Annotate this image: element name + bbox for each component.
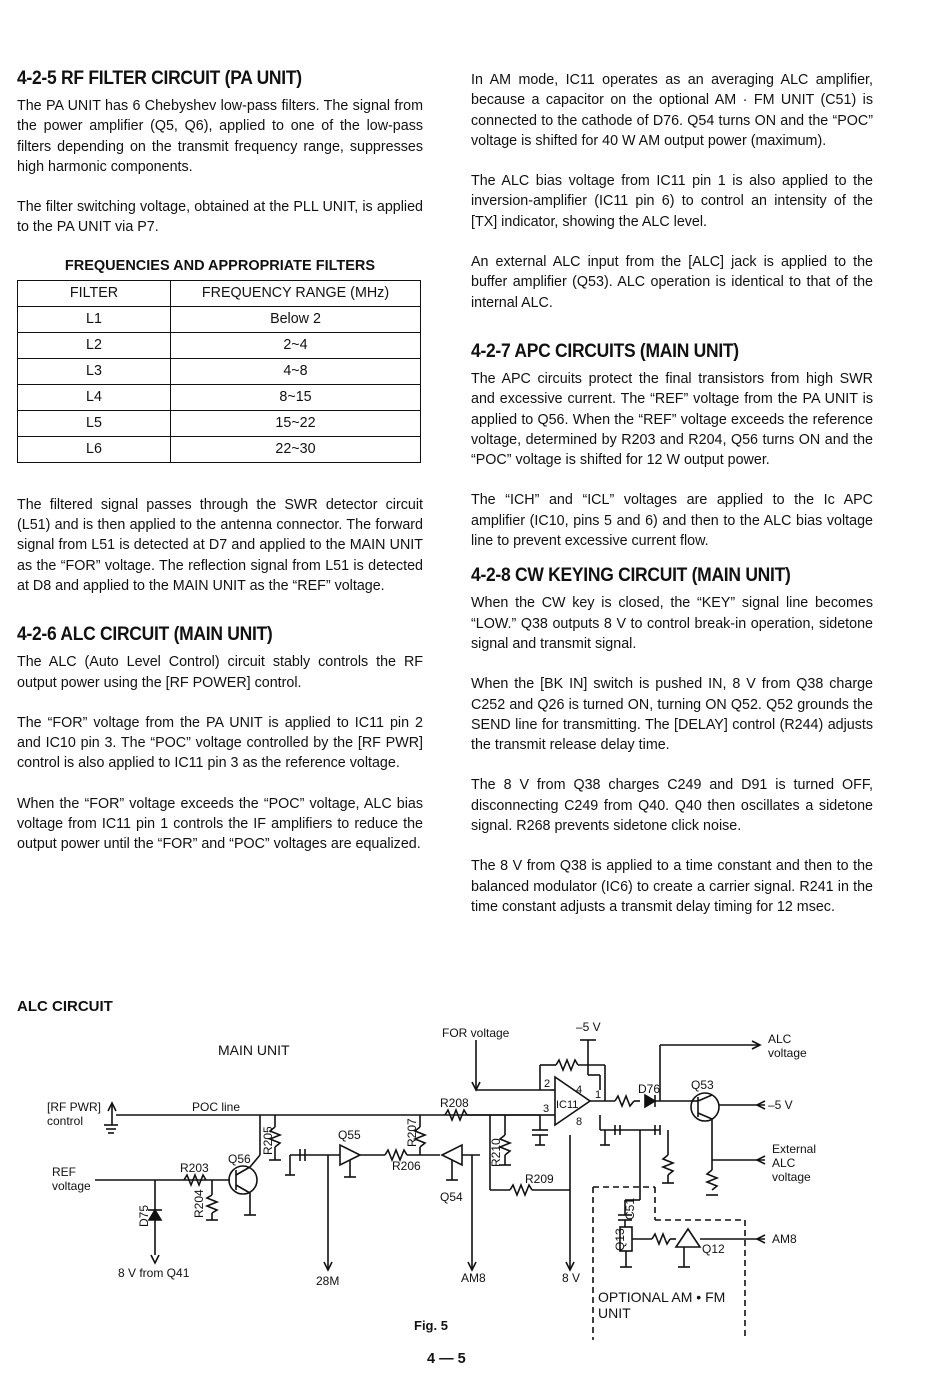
paragraph: The filter switching voltage, obtained at the PLL UNIT, is applied to the PA UNIT via P7. bbox=[17, 199, 423, 236]
page-number: 4 — 5 bbox=[427, 1351, 466, 1367]
label-optional: OPTIONAL AM • FM bbox=[598, 1289, 726, 1305]
table-header-cell: FREQUENCY RANGE (MHz) bbox=[171, 280, 421, 306]
table-row bbox=[18, 410, 421, 436]
right-column bbox=[471, 70, 873, 917]
left-column bbox=[17, 68, 423, 855]
label-neg5v-right: –5 V bbox=[768, 1098, 793, 1112]
table-row bbox=[18, 306, 421, 332]
label-alc: ALC bbox=[768, 1032, 792, 1046]
label-from-q41: 8 V from Q41 bbox=[118, 1266, 190, 1280]
label-r205: R205 bbox=[261, 1126, 275, 1155]
label-d76: D76 bbox=[638, 1082, 661, 1096]
label-q55: Q55 bbox=[338, 1128, 361, 1142]
section-heading-4-2-8: 4-2-8 CW KEYING CIRCUIT (MAIN UNIT) bbox=[471, 565, 791, 587]
label-ext-alc: ALC bbox=[772, 1156, 796, 1170]
filters-table bbox=[17, 280, 421, 463]
label-r209: R209 bbox=[525, 1172, 554, 1186]
table-cell: L4 bbox=[18, 384, 171, 410]
label-ext-voltage: voltage bbox=[772, 1170, 811, 1184]
paragraph: The filtered signal passes through the SWR detector circuit (L51) and is then applied to the antenna connector. The forward signal from L51 is detected at D7 and applied to the MAIN UNIT as the “FOR” voltage. The reflection signal from L51 is detected at D8 and applied to the MAIN UNIT as the “REF” voltage. bbox=[17, 496, 423, 594]
figure-number: Fig. 5 bbox=[414, 1318, 448, 1333]
paragraph: An external ALC input from the [ALC] jack is applied to the buffer amplifier (Q53). ALC operation is identical to that of the internal ALC. bbox=[471, 254, 873, 311]
table-row bbox=[18, 332, 421, 358]
label-neg5v-top: –5 V bbox=[576, 1020, 601, 1034]
label-r207: R207 bbox=[405, 1118, 419, 1147]
label-pin3: 3 bbox=[543, 1103, 550, 1115]
label-q56: Q56 bbox=[228, 1152, 251, 1166]
paragraph: The ALC (Auto Level Control) circuit stably controls the RF output power using the [RF POWER] control. bbox=[17, 654, 423, 691]
table-row bbox=[18, 384, 421, 410]
paragraph: The 8 V from Q38 charges C249 and D91 is turned OFF, disconnecting C249 from Q40. Q40 then oscillates a sidetone signal. R268 prevents sidetone click noise. bbox=[471, 777, 873, 835]
paragraph: The PA UNIT has 6 Chebyshev low-pass filters. The signal from the power amplifier (Q5, Q6), applied to one of the low-pass filters depending on the transmit frequency range, suppresses high harmonic components. bbox=[17, 98, 423, 175]
label-q54: Q54 bbox=[440, 1190, 463, 1204]
paragraph: The 8 V from Q38 is applied to a time constant and then to the balanced modulator (IC6) to create a carrier signal. R241 in the time constant adjusts a transmit delay timing for 12 msec. bbox=[471, 858, 873, 915]
label-am8-bottom: AM8 bbox=[461, 1271, 486, 1285]
label-r208: R208 bbox=[440, 1096, 469, 1110]
label-external: External bbox=[772, 1142, 817, 1156]
figure-caption: ALC CIRCUIT bbox=[17, 998, 113, 1015]
table-title: FREQUENCIES AND APPROPRIATE FILTERS bbox=[64, 257, 376, 274]
label-28m: 28M bbox=[316, 1274, 340, 1288]
label-poc-line: POC line bbox=[192, 1100, 241, 1114]
label-8v: 8 V bbox=[562, 1271, 581, 1285]
section-heading-4-2-5: 4-2-5 RF FILTER CIRCUIT (PA UNIT) bbox=[17, 68, 302, 89]
table-cell: L2 bbox=[18, 332, 171, 358]
label-r206: R206 bbox=[392, 1159, 421, 1173]
table-header-row bbox=[18, 280, 421, 306]
label-q53: Q53 bbox=[691, 1078, 714, 1092]
label-ic11: IC11 bbox=[556, 1099, 579, 1111]
paragraph: The “FOR” voltage from the PA UNIT is applied to IC11 pin 2 and IC10 pin 3. The “POC” voltage controlled by the [RF PWR] control is also applied to IC11 pin 3 as the reference voltage. bbox=[17, 714, 423, 772]
paragraph: The “ICH” and “ICL” voltages are applied to the Ic APC amplifier (IC10, pins 5 and 6) and then to the ALC bias voltage line to prevent excessive current flow. bbox=[471, 492, 873, 550]
table-cell: L5 bbox=[18, 410, 171, 436]
label-ref: REF bbox=[52, 1165, 76, 1179]
paragraph: When the “FOR” voltage exceeds the “POC” voltage, ALC bias voltage from IC11 pin 1 controls the IF amplifiers to reduce the output power until the “FOR” and “POC” voltages are equalized. bbox=[17, 795, 423, 853]
table-cell: 22~30 bbox=[171, 436, 421, 462]
label-control: control bbox=[47, 1114, 84, 1128]
table-cell: 8~15 bbox=[171, 384, 421, 410]
paragraph: When the CW key is closed, the “KEY” signal line becomes “LOW.” Q38 outputs 8 V to control break-in operation, sidetone signal and transmit signal. bbox=[471, 595, 873, 652]
table-header-cell: FILTER bbox=[18, 280, 171, 306]
paragraph: In AM mode, IC11 operates as an averaging ALC amplifier, because a capacitor on the optional AM · FM UNIT (C51) is connected to the cathode of D76. Q54 turns ON and the “POC” voltage is shifted for 40 W AM output power (maximum). bbox=[471, 72, 873, 149]
label-ref-voltage: voltage bbox=[52, 1179, 91, 1193]
table-row bbox=[18, 358, 421, 384]
label-main-unit: MAIN UNIT bbox=[218, 1042, 290, 1058]
label-pin1: 1 bbox=[595, 1089, 602, 1101]
table-row bbox=[18, 436, 421, 462]
paragraph: The APC circuits protect the final transistors from high SWR and excessive current. The “REF” voltage from the PA UNIT is applied to Q56. When the “REF” voltage exceeds the reference voltage, determined by R203 and R204, Q56 turns ON and the “POC” voltage is shifted for 12 W output power. bbox=[471, 370, 873, 469]
label-alc-voltage: voltage bbox=[768, 1046, 807, 1060]
paragraph: When the [BK IN] switch is pushed IN, 8 V from Q38 charge C252 and Q26 is turned ON, turning ON Q52. Q52 grounds the SEND line for transmitting. The [DELAY] control (R244) adjusts the transmit release delay time. bbox=[471, 676, 873, 754]
label-unit: UNIT bbox=[598, 1305, 631, 1321]
label-q12: Q12 bbox=[702, 1242, 725, 1256]
alc-circuit-diagram bbox=[0, 1015, 950, 1345]
table-cell: 2~4 bbox=[171, 332, 421, 358]
label-r204: R204 bbox=[192, 1189, 206, 1218]
label-pin8: 8 bbox=[576, 1116, 583, 1128]
table-cell: 15~22 bbox=[171, 410, 421, 436]
label-for-voltage: FOR voltage bbox=[442, 1026, 510, 1040]
paragraph: The ALC bias voltage from IC11 pin 1 is also applied to the inversion-amplifier (IC11 pin 6) to control an intensity of the [TX] indicator, showing the ALC level. bbox=[471, 173, 873, 230]
section-heading-4-2-7: 4-2-7 APC CIRCUITS (MAIN UNIT) bbox=[471, 340, 739, 362]
label-q13: Q13 bbox=[613, 1228, 627, 1251]
label-pin2: 2 bbox=[544, 1078, 551, 1090]
label-r210: R210 bbox=[489, 1138, 503, 1167]
table-cell: L6 bbox=[18, 436, 171, 462]
table-cell: Below 2 bbox=[171, 306, 421, 332]
table-cell: L1 bbox=[18, 306, 171, 332]
label-rf-pwr: [RF PWR] bbox=[47, 1100, 101, 1114]
label-pin4: 4 bbox=[576, 1084, 583, 1096]
label-am8-right: AM8 bbox=[772, 1232, 797, 1246]
label-c51: C51 bbox=[623, 1197, 637, 1220]
label-r203: R203 bbox=[180, 1161, 209, 1175]
label-d75: D75 bbox=[137, 1204, 151, 1227]
table-cell: 4~8 bbox=[171, 358, 421, 384]
table-cell: L3 bbox=[18, 358, 171, 384]
section-heading-4-2-6: 4-2-6 ALC CIRCUIT (MAIN UNIT) bbox=[17, 624, 273, 646]
